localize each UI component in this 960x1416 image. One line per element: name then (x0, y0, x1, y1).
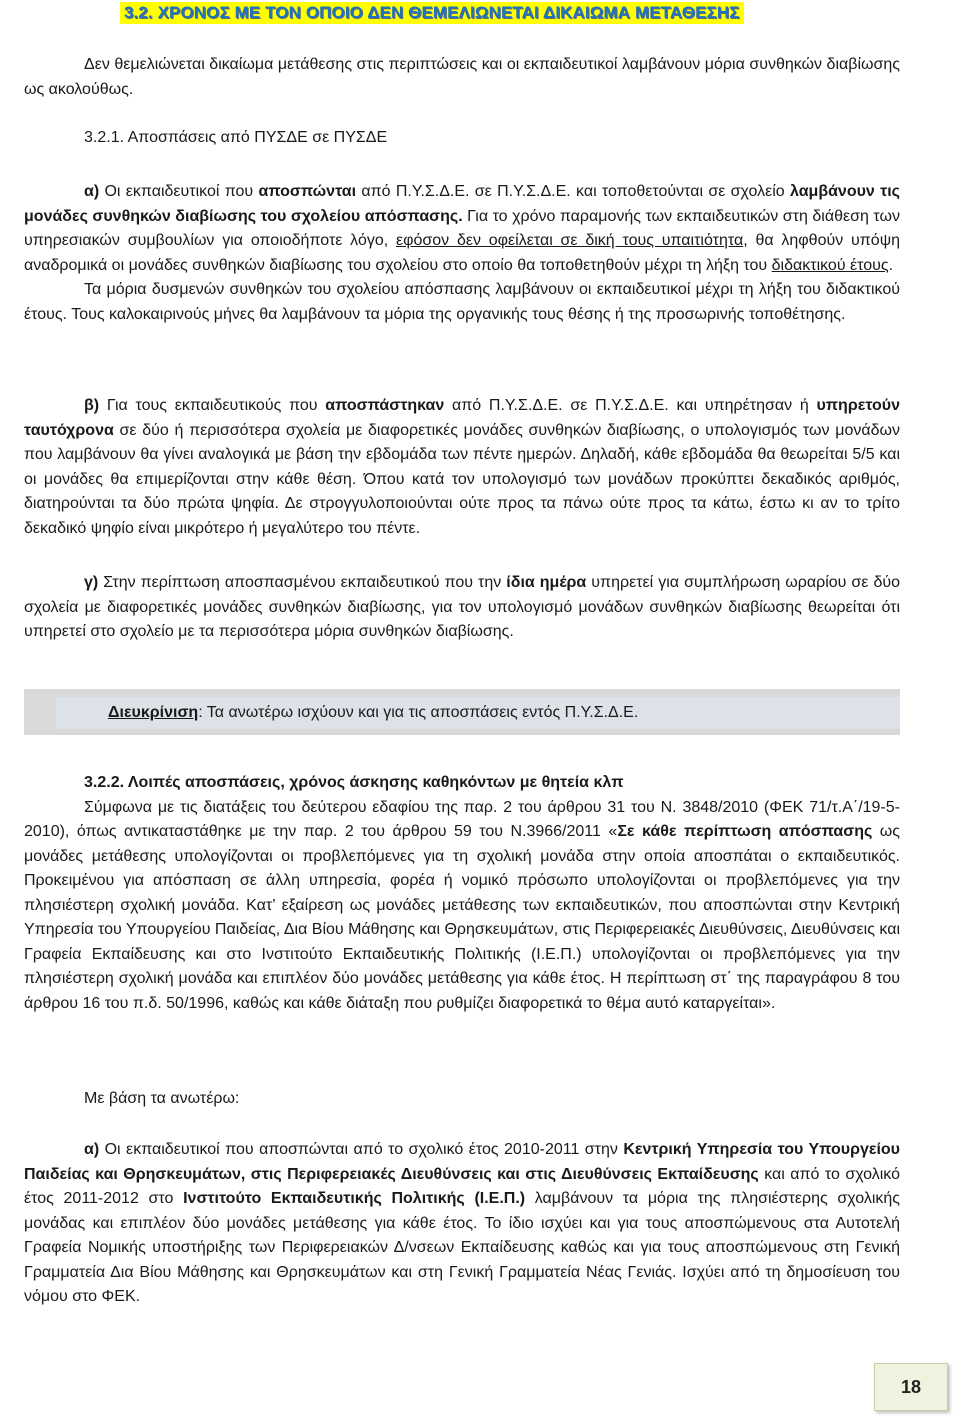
clarification-box: Διευκρίνιση: Τα ανωτέρω ισχύουν και για τις αποσπάσεις εντός Π.Υ.Σ.Δ.Ε. (24, 689, 900, 735)
case-alpha: α) Οι εκπαιδευτικοί που αποσπώνται από Π.Υ.Σ.Δ.Ε. σε Π.Υ.Σ.Δ.Ε. και τοποθετούνται σε σχολείο λαμβάνουν τις μονάδες συνθηκών διαβίωσης του σχολείου απόσπασης. Για το χρόνο παραμονής των εκπαιδευτικών στη διάθεση των υπηρεσιακών συμβουλίων για οποιοδήποτε λόγο, εφόσον δεν οφείλεται σε δική τους υπαιτιότητα, θα ληφθούν υπόψη αναδρομικά οι μονάδες συνθηκών διαβίωσης του σχολείου στο οποίο θα τοποθετηθούν μέχρι τη λήξη του διδακτικού έτους. Τα μόρια δυσμενών συνθηκών του σχολείου απόσπασης λαμβάνουν οι εκπαιδευτικοί μέχρι τη λήξη του διδακτικού έτους. Τους καλοκαιρινούς μήνες θα λαμβάνουν τα μόρια της οργανικής τους θέσης ή της προσωρινής τοποθέτησης. (24, 180, 900, 327)
based-on-line: Με βάση τα ανωτέρω: (84, 1090, 240, 1107)
subsection-3-2-1-heading: 3.2.1. Αποσπάσεις από ΠΥΣΔΕ σε ΠΥΣΔΕ (84, 129, 388, 146)
alpha-paragraph-2: Τα μόρια δυσμενών συνθηκών του σχολείου απόσπασης λαμβάνουν οι εκπαιδευτικοί μέχρι τη λήξη του διδακτικού έτους. Τους καλοκαιρινούς μήνες θα λαμβάνουν τα μόρια της οργανικής τους θέσης ή της προσωρινής τοποθέτησης. (24, 281, 900, 323)
gamma-label: γ) (84, 574, 99, 591)
subsection-3-2-2-heading: 3.2.2. Λοιπές αποσπάσεις, χρόνος άσκησης καθηκόντων με θητεία κλπ (84, 774, 624, 791)
alpha-label: α) (84, 183, 100, 200)
based-on-case-alpha: α) Οι εκπαιδευτικοί που αποσπώνται από το σχολικό έτος 2010-2011 στην Κεντρική Υπηρεσία του Υπουργείου Παιδείας και Θρησκευμάτων, στις Περιφερειακές Διευθύνσεις και στις Διευθύνσεις Εκπαίδευσης και από το σχολικό έτος 2011-2012 στο Ινστιτούτο Εκπαιδευτικής Πολιτικής (Ι.Ε.Π.) λαμβάνουν τα μόρια της πλησιέστερης σχολικής μονάδας και επιπλέον δύο μονάδες μετάθεσης για κάθε έτος. Το ίδιο ισχύει και για τους αποσπώμενους στα Αυτοτελή Γραφεία Νομικής υποστήριξης των Περιφερειακών Δ/νσεων Εκπαίδευσης καθώς και για τους αποσπώμενους στη Γενική Γραμματεία Δια Βίου Μάθησης και Θρησκευμάτων και στη Γενική Γραμματεία Νέας Γενιάς. Ισχύει από τη δημοσίευση του νόμου στο ΦΕΚ. (24, 1141, 901, 1305)
case-gamma: γ) Στην περίπτωση αποσπασμένου εκπαιδευτικού που την ίδια ημέρα υπηρετεί για συμπλήρωση ωραρίου σε δύο σχολεία με διαφορετικές μονάδες συνθηκών διαβίωσης, για τον υπολογισμό μονάδων συνθηκών διαβίωσης θεωρείται ότι υπηρετεί στο σχολείο με τα περισσότερα μόρια συνθηκών διαβίωσης. (24, 574, 900, 640)
clarification-label: Διευκρίνιση (108, 704, 199, 721)
subsection-3-2-2-body: Σύμφωνα με τις διατάξεις του δεύτερου εδαφίου της παρ. 2 του άρθρου 31 του Ν. 3848/2010 (ΦΕΚ 71/τ.Α΄/19-5-2010), όπως αντικαταστάθηκε με την παρ. 2 του άρθρου 59 του Ν.3966/2011 «Σε κάθε περίπτωση απόσπασης ως μονάδες μετάθεσης υπολογίζονται οι προβλεπόμενες για τη σχολική μονάδα στην οποία αποσπάται ο εκπαιδευτικός. Προκειμένου για απόσπαση σε άλλη υπηρεσία, φορέα ή νομικό πρόσωπο υπολογίζονται οι προβλεπόμενες για την πλησιέστερη σχολική μονάδα. Κατ’ εξαίρεση ως μονάδες μετάθεσης των εκπαιδευτικών, που αποσπώνται στην Κεντρική Υπηρεσία του Υπουργείου Παιδείας, Δια Βίου Μάθησης και Θρησκευμάτων, στις Περιφερειακές Διευθύνσεις, Διευθύνσεις και Γραφεία Εκπαίδευσης και στο Ινστιτούτο Εκπαιδευτικής Πολιτικής (Ι.Ε.Π.) υπολογίζονται οι προβλεπόμενες για την πλησιέστερη σχολική μονάδα και επιπλέον δύο μονάδες μετάθεσης για κάθε έτος. Η περίπτωση στ΄ της παραγράφου 8 του άρθρου 16 του π.δ. 50/1996, καθώς και κάθε διάταξη που ρυθμίζει διαφορετικά το θέμα αυτό καταργείται». (24, 798, 900, 1012)
subsection-3-2-2 (24, 771, 900, 1016)
page-number-badge: 18 (874, 1363, 948, 1411)
beta-label: β) (84, 397, 100, 414)
intro-paragraph: Δεν θεμελιώνεται δικαίωμα μετάθεσης στις περιπτώσεις και οι εκπαιδευτικοί λαμβάνουν μόρια συνθηκών διαβίωσης ως ακολούθως. (24, 56, 900, 98)
case-beta: β) Για τους εκπαιδευτικούς που αποσπάστηκαν από Π.Υ.Σ.Δ.Ε. σε Π.Υ.Σ.Δ.Ε. και υπηρέτησαν ή υπηρετούν ταυτόχρονα σε δύο ή περισσότερα σχολεία με διαφορετικές μονάδες συνθηκών διαβίωσης, ο υπολογισμός των μονάδων που λαμβάνουν θα γίνει αναλογικά με βάση την εβδομάδα των πέντε ημερών. Δηλαδή, κάθε εβδομάδα θα θεωρείται 5/5 και οι μονάδες θα επιμερίζονται στην κάθε θέση. Όπου κατά τον υπολογισμό των μονάδων προκύπτει δεκαδικός αριθμός, διατηρούνται τα δύο πρώτα ψηφία. Δε στρογγυλοποιούνται ούτε προς τα πάνω ούτε προς τα κάτω, έστω κι αν το τρίτο δεκαδικό ψηφίο είναι μικρότερο ή μεγαλύτερο του πέντε. (24, 397, 900, 537)
section-title: 3.2. ΧΡΟΝΟΣ ΜΕ ΤΟΝ ΟΠΟΙΟ ΔΕΝ ΘΕΜΕΛΙΩΝΕΤΑΙ ΔΙΚΑΙΩΜΑ ΜΕΤΑΘΕΣΗΣ (120, 2, 744, 24)
